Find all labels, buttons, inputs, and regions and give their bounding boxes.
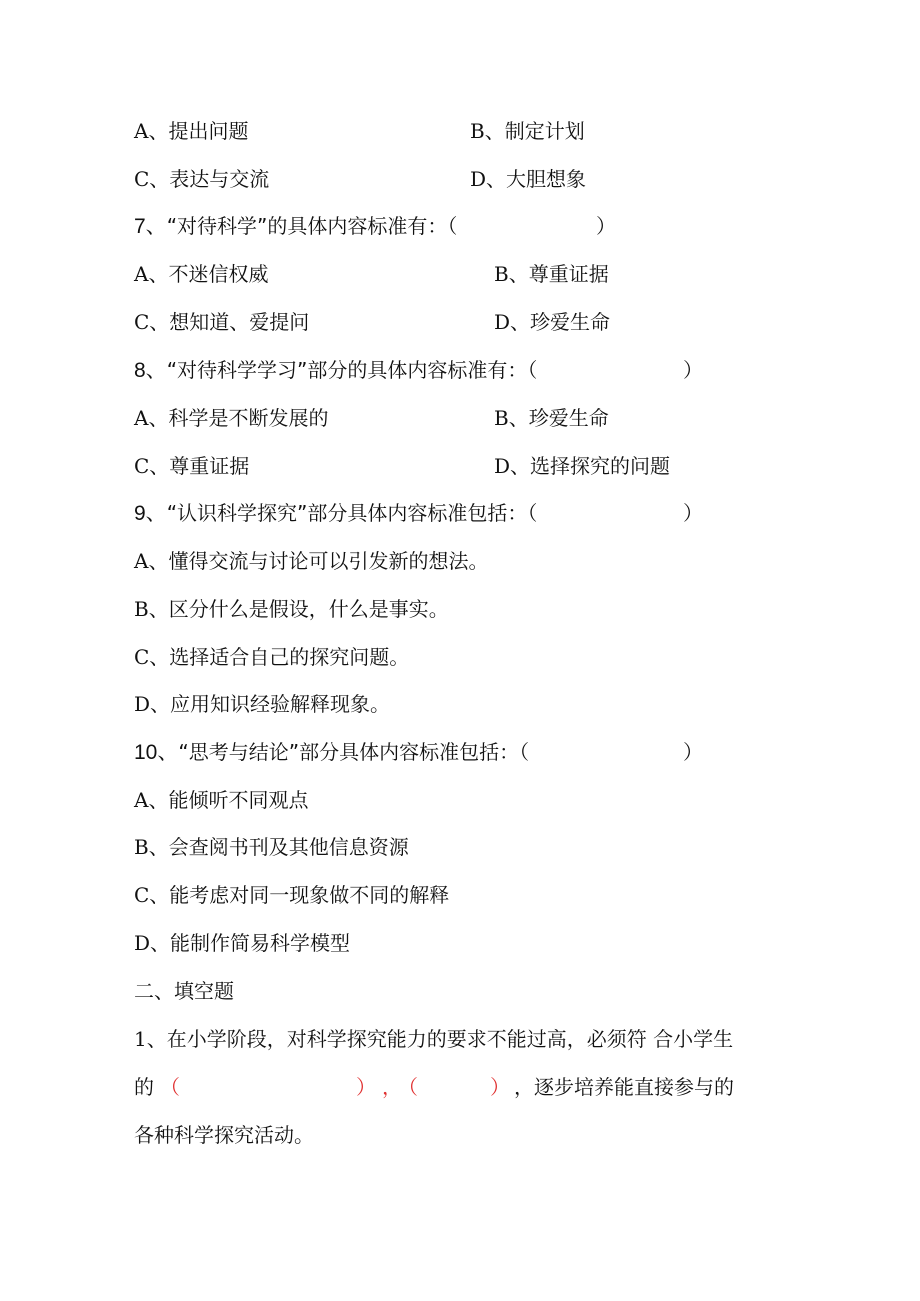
q7-option-d: D、珍爱生命 bbox=[494, 310, 611, 334]
q7-question bbox=[134, 212, 457, 241]
fill1-blank1-open: （ bbox=[160, 1075, 180, 1099]
fill1-prefix: 的 bbox=[134, 1075, 154, 1099]
fill1-line1: 1、在小学阶段，对科学探究能力的要求不能过高，必须符 合小学生 bbox=[134, 1027, 734, 1051]
q9-option-c: C、选择适合自己的探究问题。 bbox=[134, 645, 410, 669]
q10-option-a: A、能倾听不同观点 bbox=[134, 788, 309, 812]
q7-text: “对待科学”的具体内容标准有：（ bbox=[166, 214, 458, 238]
q9-answer-close: ） bbox=[683, 501, 703, 525]
fill1-blank2-close: ） bbox=[490, 1075, 510, 1099]
fill1-blank1-close: ） bbox=[356, 1075, 376, 1099]
fill1-separator: ， bbox=[382, 1075, 402, 1099]
q8-option-a: A、科学是不断发展的 bbox=[134, 406, 329, 430]
q10-option-d: D、能制作简易科学模型 bbox=[134, 931, 351, 955]
q10-option-c: C、能考虑对同一现象做不同的解释 bbox=[134, 883, 450, 907]
q7-number: 7、 bbox=[134, 215, 167, 238]
q6-option-c: C、表达与交流 bbox=[134, 167, 270, 191]
q9-option-a: A、懂得交流与讨论可以引发新的想法。 bbox=[134, 549, 489, 573]
q8-question bbox=[134, 356, 537, 385]
section-title-fill-blank: 二、填空题 bbox=[134, 979, 234, 1003]
q8-option-b: B、珍爱生命 bbox=[494, 406, 609, 430]
q7-option-b: B、尊重证据 bbox=[494, 262, 609, 286]
q8-option-c: C、尊重证据 bbox=[134, 454, 250, 478]
q9-text: “认识科学探究”部分具体内容标准包括：（ bbox=[166, 501, 538, 525]
q8-text: “对待科学学习”部分的具体内容标准有：（ bbox=[166, 358, 538, 382]
q7-option-c: C、想知道、爱提问 bbox=[134, 310, 310, 334]
q8-number: 8、 bbox=[134, 359, 167, 382]
q10-option-b: B、会查阅书刊及其他信息资源 bbox=[134, 835, 409, 859]
q7-option-a: A、不迷信权威 bbox=[134, 262, 269, 286]
q10-answer-close: ） bbox=[683, 740, 703, 764]
fill1-suffix: ，逐步培养能直接参与的 bbox=[514, 1075, 734, 1099]
fill1-blank2-open: （ bbox=[398, 1075, 418, 1099]
q9-option-d: D、应用知识经验解释现象。 bbox=[134, 692, 391, 716]
fill1-line3: 各种科学探究活动。 bbox=[134, 1123, 314, 1147]
q9-option-b: B、区分什么是假设，什么是事实。 bbox=[134, 597, 449, 621]
q10-number: 10、 bbox=[134, 741, 179, 764]
q10-question bbox=[134, 738, 529, 767]
q7-answer-close: ） bbox=[596, 214, 616, 238]
q8-option-d: D、选择探究的问题 bbox=[494, 454, 671, 478]
q6-option-a: A、提出问题 bbox=[134, 119, 249, 143]
q8-answer-close: ） bbox=[683, 358, 703, 382]
q6-option-b: B、制定计划 bbox=[470, 119, 585, 143]
q9-number: 9、 bbox=[134, 502, 167, 525]
q10-text: “思考与结论”部分具体内容标准包括：（ bbox=[178, 740, 530, 764]
q6-option-d: D、大胆想象 bbox=[470, 167, 587, 191]
q9-question bbox=[134, 499, 537, 528]
